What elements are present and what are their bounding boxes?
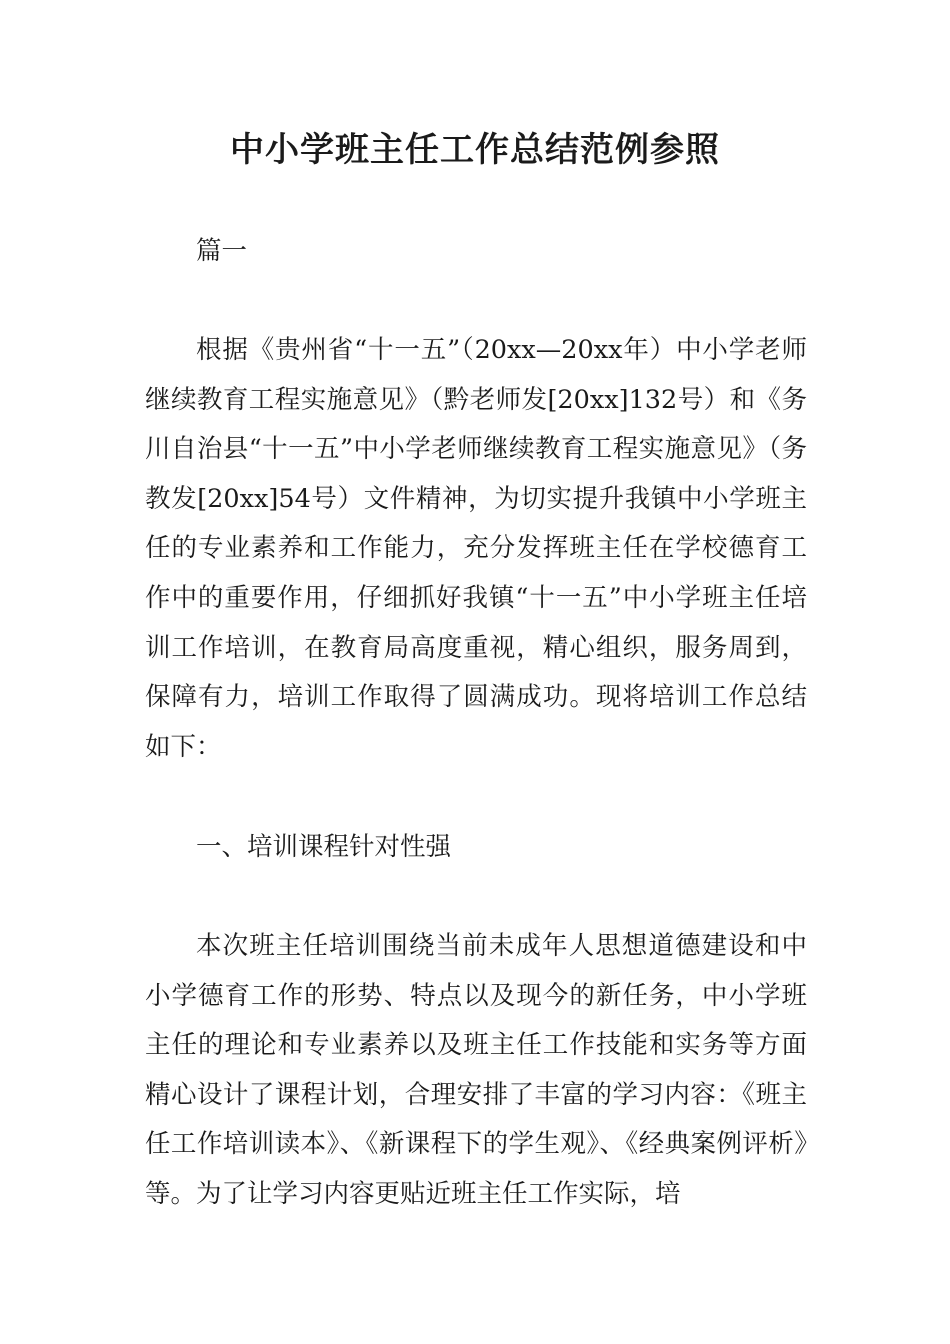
paragraph-intro: 根据《贵州省“十一五”（20xx—20xx年）中小学老师继续教育工程实施意见》（黔老师发[20xx]132号）和《务川自治县“十一五”中小学老师继续教育工程实施意见》（务教发[20xx]54号）文件精神，为切实提升我镇中小学班主任的专业素养和工作能力，充分发挥班主任在学校德育工作中的重要作用，仔细抓好我镇“十一五”中小学班主任培训工作培训，在教育局高度重视，精心组织，服务周到，保障有力，培训工作取得了圆满成功。现将培训工作总结如下：: [145, 335, 807, 762]
section-label: 篇一: [196, 236, 248, 266]
paragraph-training-course: 本次班主任培训围绕当前未成年人思想道德建设和中小学德育工作的形势、特点以及现今的新任务，中小学班主任的理论和专业素养以及班主任工作技能和实务等方面精心设计了课程计划，合理安排了丰富的学习内容：《班主任工作培训读本》、《新课程下的学生观》、《经典案例评析》等。为了让学习内容更贴近班主任工作实际，培: [145, 931, 807, 1209]
section-heading-1: 一、培训课程针对性强: [196, 832, 452, 862]
document-title: 中小学班主任工作总结范例参照: [230, 130, 720, 170]
